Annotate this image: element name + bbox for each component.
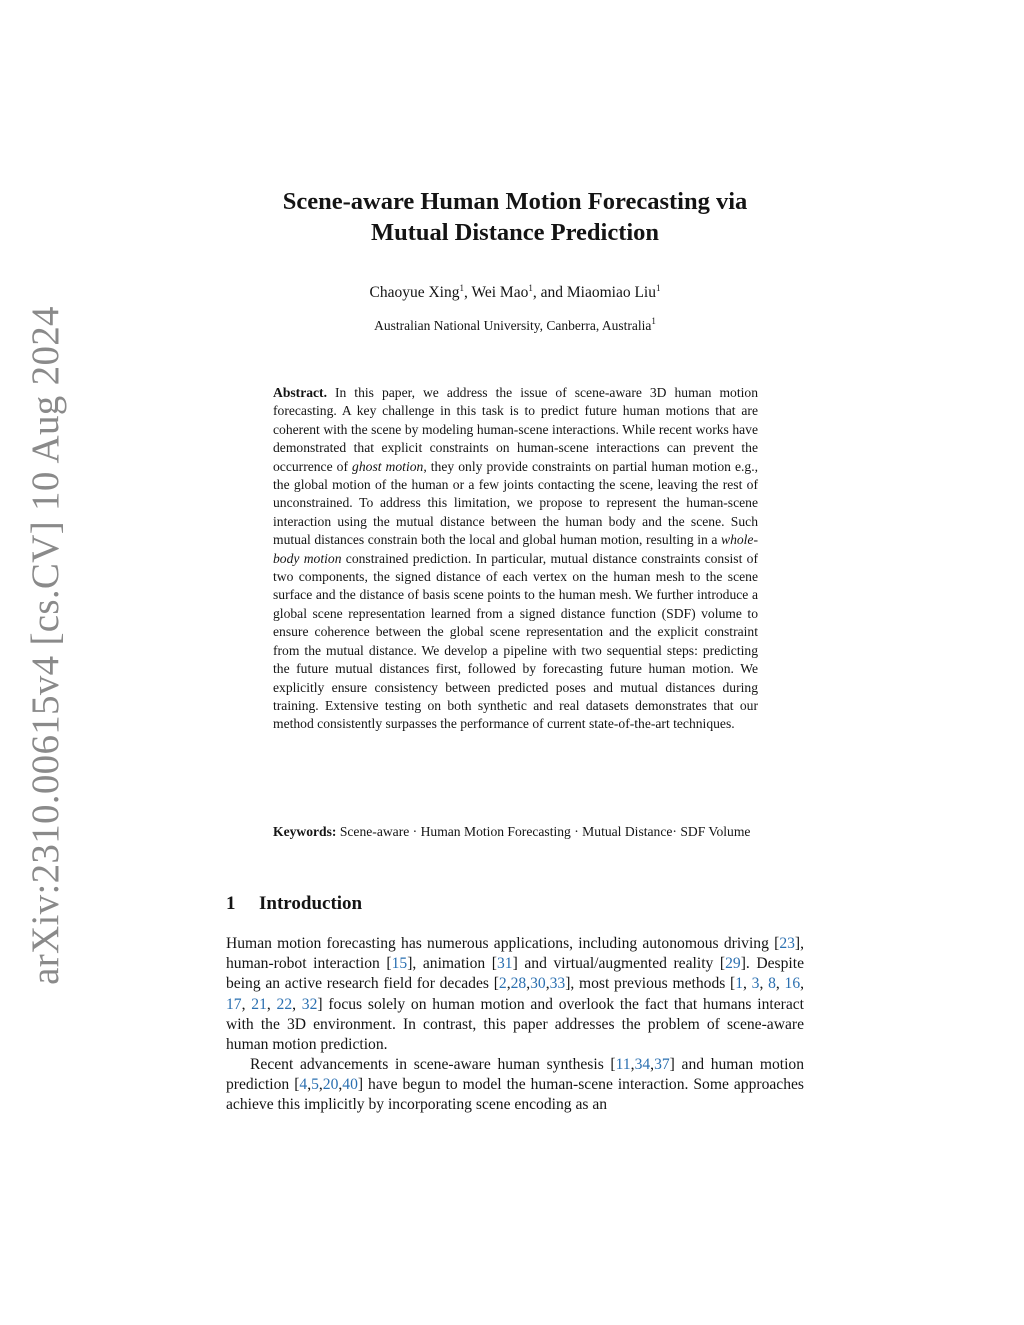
citation-link[interactable]: 8 — [768, 975, 776, 993]
citation-separator: , — [630, 1056, 635, 1073]
citation-separator: , — [759, 975, 769, 993]
author-list — [200, 283, 830, 303]
citation-link[interactable]: 31 — [497, 955, 513, 973]
author-affiliation-mark: 1 — [655, 283, 661, 293]
citation-link[interactable]: 32 — [301, 995, 318, 1013]
citation-link[interactable]: 15 — [391, 955, 408, 973]
section-number: 1 — [226, 893, 236, 914]
citation-separator: , — [775, 975, 785, 993]
citation-link[interactable]: 16 — [784, 975, 801, 993]
author-name: Wei Mao — [471, 284, 529, 301]
citation-link[interactable]: 37 — [654, 1056, 670, 1073]
citation-separator: , — [241, 995, 252, 1013]
citation-link[interactable]: 21 — [251, 995, 267, 1013]
citation-link[interactable]: 40 — [342, 1076, 358, 1094]
citation-separator: , — [338, 1076, 343, 1094]
abstract-text: , they only provide constraints on partial human motion e.g., the global motion of the human or a few joints contacting the scene, leaving the rest of unconstrained. To address this limitation, we propose to represent the human-scene interaction using the mutual distance between the human body and the scene. Such mutual distances constrain both the local and global human motion, resulting in a — [273, 458, 759, 548]
abstract — [273, 384, 758, 734]
affiliation — [200, 317, 830, 335]
citation-separator: , — [307, 1076, 312, 1094]
paragraph-text: ] and human motion prediction [ — [226, 1056, 805, 1094]
author-name: Chaoyue Xing — [369, 284, 460, 301]
paragraph-text: Recent advancements in scene-aware human synthesis [ — [250, 1056, 616, 1073]
keywords — [273, 823, 758, 841]
citation-link[interactable]: 33 — [549, 975, 566, 993]
citation-link[interactable]: 5 — [311, 1076, 319, 1094]
citation-separator: , — [266, 995, 277, 1013]
abstract-text: constrained prediction. In particular, mutual distance constraints consist of two components, the signed distance of each vertex on the human mesh to the scene surface and the distance of basis scene points to the human mesh. We further introduce a global scene representation learned from a signed distance function (SDF) volume to ensure coherence between the global scene representation and the explicit constraint from the mutual distance. We develop a pipeline with two sequential steps: predicting the future mutual distances first, followed by forecasting future human motion. We explicitly ensure consistency between predicted poses and mutual distances during training. Extensive testing on both synthetic and real datasets demonstrates that our method consistently surpasses the performance of current state-of-the-art techniques. — [273, 550, 758, 732]
section-heading — [226, 891, 362, 917]
keywords-text: Scene-aware · Human Motion Forecasting · Mutual Distance· SDF Volume — [336, 824, 751, 839]
title-line-2: Mutual Distance Prediction — [370, 219, 660, 246]
author-affiliation-mark: 1 — [528, 283, 533, 293]
citation-link[interactable]: 29 — [725, 955, 741, 973]
paragraph-text: ], human-robot interaction [ — [226, 935, 804, 973]
author-affiliation-mark: 1 — [459, 283, 464, 293]
citation-link[interactable]: 3 — [751, 975, 760, 993]
affiliation-mark: 1 — [651, 316, 656, 326]
citation-separator: , — [318, 1076, 323, 1094]
citation-link[interactable]: 4 — [299, 1076, 308, 1094]
citation-separator: , — [292, 995, 302, 1013]
abstract-label: Abstract. — [273, 385, 327, 400]
citation-link[interactable]: 28 — [510, 975, 527, 993]
author-name: Miaomiao Liu — [566, 284, 656, 301]
author-separator: , and — [532, 284, 567, 301]
paragraph-text: ] and virtual/augmented reality [ — [512, 955, 726, 973]
paper-title — [200, 186, 830, 248]
paragraph-text: ] have begun to model the human-scene interaction. Some approaches achieve this implicitly by incorporating scene encoding as an — [226, 1076, 804, 1114]
abstract-emphasis: whole-body motion — [273, 532, 758, 566]
citation-link[interactable]: 11 — [615, 1056, 631, 1073]
title-line-1: Scene-aware Human Motion Forecasting via — [282, 188, 748, 215]
paragraph-text: Human motion forecasting has numerous applications, including autonomous driving [ — [226, 935, 780, 952]
citation-link[interactable]: 2 — [498, 975, 507, 993]
affiliation-text: Australian National University, Canberra, Australia — [374, 318, 652, 333]
body-paragraph — [226, 1055, 804, 1116]
paragraph-text: ] focus solely on human motion and overlook the fact that humans interact with the 3D environment. In contrast, this paper addresses the problem of scene-aware human motion prediction. — [226, 995, 805, 1054]
arxiv-identifier-stamp — [10, 305, 80, 985]
citation-separator: , — [743, 975, 752, 993]
author-separator: , — [463, 284, 472, 301]
citation-link[interactable]: 34 — [634, 1056, 651, 1073]
citation-link[interactable]: 23 — [779, 935, 795, 952]
paragraph-text: ], most previous methods [ — [565, 975, 736, 993]
citation-link[interactable]: 22 — [276, 995, 293, 1013]
section-title: Introduction — [259, 893, 363, 914]
citation-link[interactable]: 1 — [735, 975, 744, 993]
citation-link[interactable]: 17 — [226, 995, 242, 1013]
citation-separator: , — [506, 975, 511, 993]
keywords-label: Keywords: — [273, 824, 337, 839]
arxiv-identifier-text: arXiv:2310.00615v4 [cs.CV] 10 Aug 2024 — [23, 305, 67, 985]
citation-link[interactable]: 20 — [322, 1076, 339, 1094]
citation-separator: , — [650, 1056, 655, 1073]
citation-separator: , — [526, 975, 531, 993]
paragraph-text: ], animation [ — [407, 955, 497, 973]
citation-separator: , — [545, 975, 550, 993]
citation-separator: , — [800, 975, 805, 993]
abstract-emphasis: ghost motion — [352, 458, 424, 474]
body-paragraph — [226, 934, 804, 1055]
abstract-text: In this paper, we address the issue of scene-aware 3D human motion forecasting. A key challenge in this task is to predict future human motions that are coherent with the scene by modeling human-scene interactions. While recent works have demonstrated that explicit constraints on human-scene interactions can prevent the occurrence of — [273, 385, 758, 474]
paragraph-text: ]. Despite being an active research field for decades [ — [226, 955, 805, 993]
citation-link[interactable]: 30 — [530, 975, 546, 993]
